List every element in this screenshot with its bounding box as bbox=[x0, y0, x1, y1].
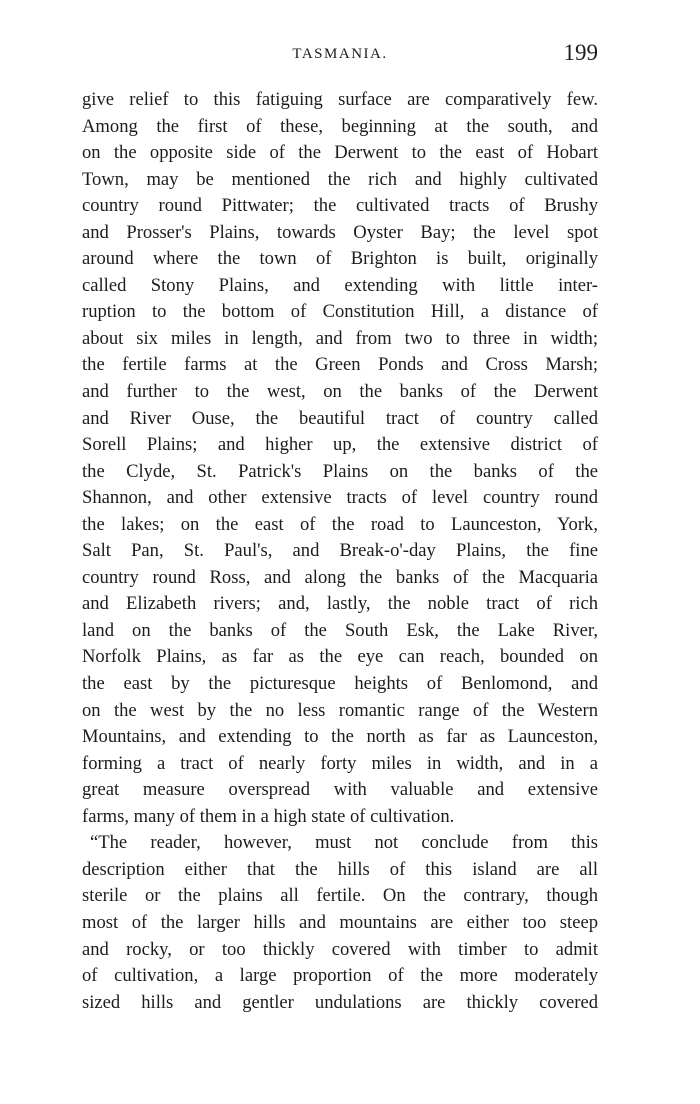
text-line: most of the larger hills and mountains are either too steep bbox=[82, 911, 598, 933]
text-line: and further to the west, on the banks of the Derwent bbox=[82, 381, 598, 403]
text-line: on the west by the no less romantic range of the Western bbox=[82, 699, 598, 721]
text-line: and Prosser's Plains, towards Oyster Bay; the level spot bbox=[82, 221, 598, 243]
text-line: the lakes; on the east of the road to Launceston, York, bbox=[82, 513, 598, 535]
text-line: great measure overspread with valuable and extensive bbox=[82, 779, 598, 801]
text-line: the Clyde, St. Patrick's Plains on the banks of the bbox=[82, 460, 598, 482]
text-line: and Elizabeth rivers; and, lastly, the noble tract of rich bbox=[82, 593, 598, 615]
text-line: ruption to the bottom of Constitution Hill, a distance of bbox=[82, 301, 598, 323]
text-line: Town, may be mentioned the rich and highly cultivated bbox=[82, 168, 598, 190]
text-line: forming a tract of nearly forty miles in width, and in a bbox=[82, 752, 598, 774]
text-line: Sorell Plains; and higher up, the extensive district of bbox=[82, 434, 598, 456]
text-line: Shannon, and other extensive tracts of level country round bbox=[82, 487, 598, 509]
page-number: 199 bbox=[563, 40, 598, 65]
text-line: called Stony Plains, and extending with little inter- bbox=[82, 274, 598, 296]
running-title: TASMANIA. bbox=[292, 46, 388, 62]
text-line: country round Pittwater; the cultivated tracts of Brushy bbox=[82, 195, 598, 217]
text-line: sterile or the plains all fertile. On the contrary, though bbox=[82, 885, 598, 907]
text-line: Mountains, and extending to the north as far as Launceston, bbox=[82, 726, 598, 748]
text-line: the fertile farms at the Green Ponds and Cross Marsh; bbox=[82, 354, 598, 376]
text-line: land on the banks of the South Esk, the Lake River, bbox=[82, 619, 598, 641]
body-text bbox=[82, 87, 598, 1016]
text-line: about six miles in length, and from two to three in width; bbox=[82, 327, 598, 349]
text-line: and River Ouse, the beautiful tract of country called bbox=[82, 407, 598, 429]
text-line: Among the first of these, beginning at the south, and bbox=[82, 115, 598, 137]
text-line: description either that the hills of this island are all bbox=[82, 858, 598, 880]
text-line: on the opposite side of the Derwent to the east of Hobart bbox=[82, 142, 598, 164]
running-head bbox=[82, 40, 598, 70]
text-line: and rocky, or too thickly covered with timber to admit bbox=[82, 938, 598, 960]
text-line: of cultivation, a large proportion of the more moderately bbox=[82, 965, 598, 987]
text-line: Salt Pan, St. Paul's, and Break-o'-day Plains, the fine bbox=[82, 540, 598, 562]
text-line: give relief to this fatiguing surface are comparatively few. bbox=[82, 89, 598, 110]
text-line: country round Ross, and along the banks of the Macquaria bbox=[82, 566, 598, 588]
text-line: sized hills and gentler undulations are thickly covered bbox=[82, 991, 598, 1013]
text-line: farms, many of them in a high state of cultivation. bbox=[82, 805, 455, 827]
text-line: the east by the picturesque heights of Benlomond, and bbox=[82, 673, 598, 695]
text-line: Norfolk Plains, as far as the eye can reach, bounded on bbox=[82, 646, 598, 668]
text-line: around where the town of Brighton is built, originally bbox=[82, 248, 598, 270]
text-line: “The reader, however, must not conclude from this bbox=[90, 832, 598, 854]
